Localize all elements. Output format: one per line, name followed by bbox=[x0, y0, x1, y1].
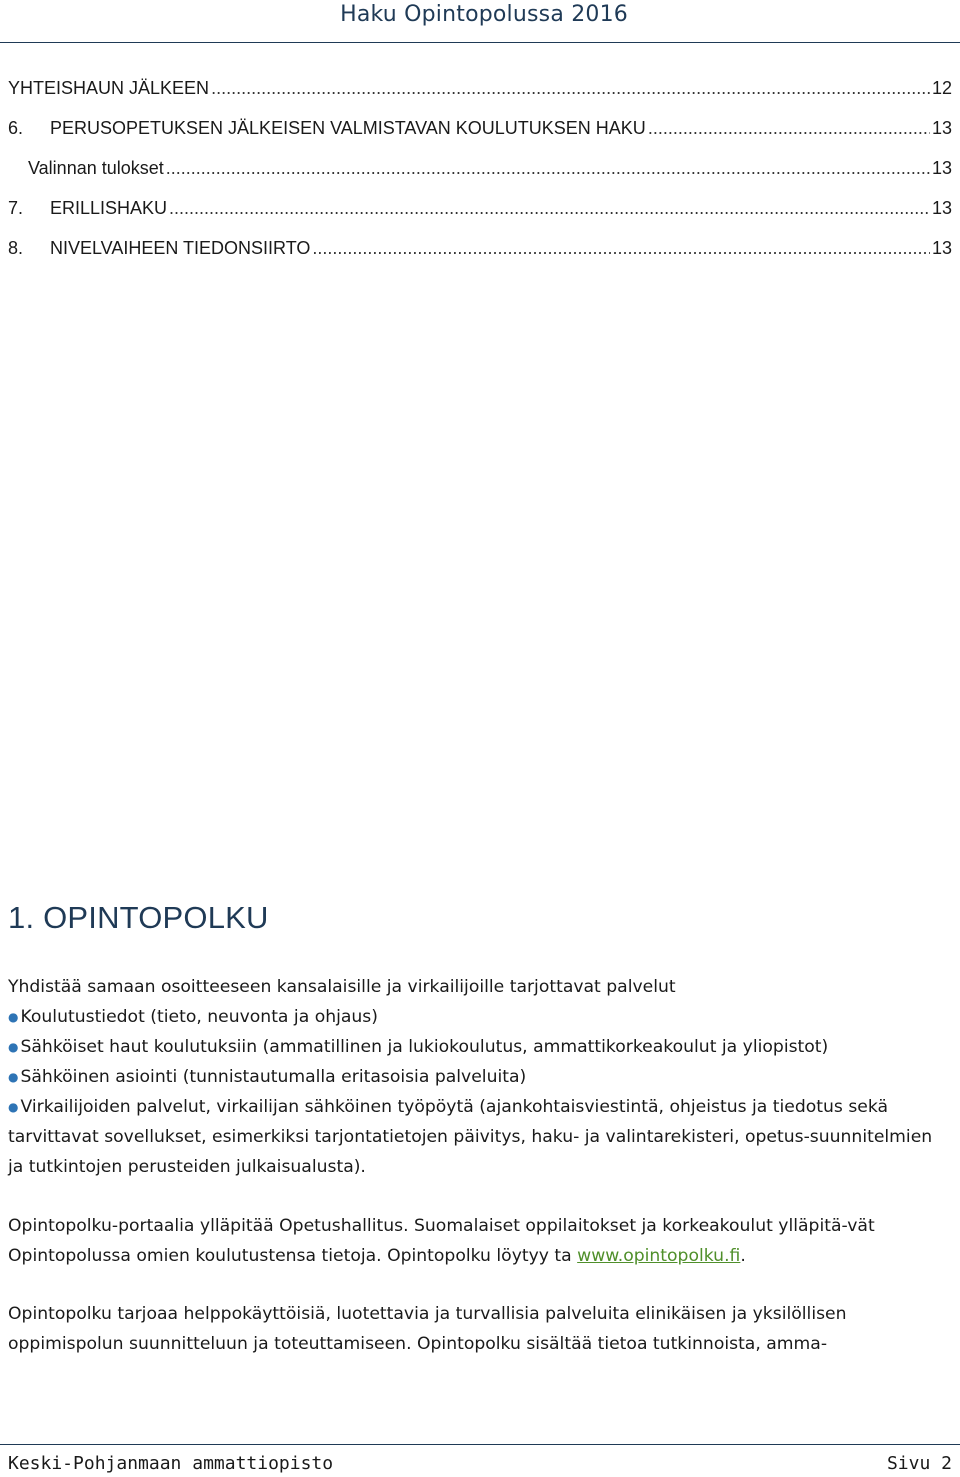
toc-leader-dots bbox=[211, 74, 930, 102]
portal-paragraph bbox=[8, 1211, 952, 1271]
bullet-item bbox=[8, 1002, 952, 1032]
toc-page-number: 12 bbox=[931, 78, 952, 98]
toc-leader-dots bbox=[169, 194, 930, 222]
bullet-text: Sähköinen asiointi (tunnistautumalla eritasoisia palveluita) bbox=[20, 1067, 527, 1087]
toc-page-number: 13 bbox=[931, 198, 952, 218]
toc-leader-dots bbox=[648, 114, 930, 142]
toc-leader-dots bbox=[166, 154, 930, 182]
toc-page-number: 13 bbox=[931, 118, 952, 138]
footer-organization: Keski-Pohjanmaan ammattiopisto bbox=[8, 1453, 334, 1474]
header-title: Haku Opintopolussa 2016 bbox=[340, 2, 628, 27]
toc-number: 8. bbox=[8, 238, 24, 258]
toc-label: PERUSOPETUKSEN JÄLKEISEN VALMISTAVAN KOULUTUKSEN HAKU bbox=[50, 118, 646, 138]
toc-entry[interactable] bbox=[8, 234, 952, 274]
toc-page-number: 13 bbox=[931, 158, 952, 178]
toc-entry[interactable] bbox=[8, 114, 952, 154]
bullet-text: Koulutustiedot (tieto, neuvonta ja ohjaus) bbox=[20, 1007, 378, 1027]
paragraph-spacer bbox=[8, 1182, 952, 1211]
toc-label: YHTEISHAUN JÄLKEEN bbox=[8, 78, 210, 98]
toc-entry[interactable] bbox=[8, 74, 952, 114]
section-heading: 1. OPINTOPOLKU bbox=[8, 900, 269, 935]
portal-text-end: . bbox=[740, 1246, 746, 1266]
opintopolku-link[interactable]: www.opintopolku.fi bbox=[577, 1246, 741, 1266]
paragraph-spacer bbox=[8, 1271, 952, 1299]
toc-label: ERILLISHAKU bbox=[50, 198, 168, 218]
toc-number: 7. bbox=[8, 198, 24, 218]
bullet-text: Sähköiset haut koulutuksiin (ammatillinen ja lukiokoulutus, ammattikorkeakoulut ja yliopistot) bbox=[20, 1037, 829, 1057]
toc-entry[interactable] bbox=[8, 194, 952, 234]
bullet-dot-icon: ● bbox=[8, 1040, 19, 1054]
toc-label: NIVELVAIHEEN TIEDONSIIRTO bbox=[50, 238, 311, 258]
section-body bbox=[8, 972, 952, 1359]
table-of-contents bbox=[8, 74, 952, 274]
page-footer bbox=[0, 1444, 960, 1477]
bullet-dot-icon: ● bbox=[8, 1070, 19, 1084]
bullet-dot-icon: ● bbox=[8, 1010, 19, 1024]
intro-paragraph: Yhdistää samaan osoitteeseen kansalaisille ja virkailijoille tarjottavat palvelut bbox=[8, 977, 676, 997]
bullet-item bbox=[8, 1062, 952, 1092]
portal-text: Opintopolku-portaalia ylläpitää Opetushallitus. Suomalaiset oppilaitokset ja korkeakoulut ylläpitä-vät Opintopolussa omien koulutustensa tietoja. Opintopolku löytyy ta bbox=[8, 1216, 875, 1266]
toc-page-number: 13 bbox=[931, 238, 952, 258]
toc-number: 6. bbox=[8, 118, 24, 138]
bullet-text: Virkailijoiden palvelut, virkailijan sähköinen työpöytä (ajankohtaisviestintä, ohjeistus ja tiedotus sekä tarvittavat sovellukset, esimerkiksi tarjontatietojen päivitys, haku- ja valintarekisteri, opetus-suunnitelmien ja tutkintojen perusteiden julkaisualusta). bbox=[8, 1097, 933, 1177]
toc-entry[interactable] bbox=[8, 154, 952, 194]
toc-leader-dots bbox=[312, 234, 930, 262]
bullet-item bbox=[8, 1032, 952, 1062]
footer-page-number: Sivu 2 bbox=[886, 1453, 952, 1474]
page-header bbox=[0, 0, 960, 43]
toc-label: Valinnan tulokset bbox=[28, 158, 164, 178]
bullet-dot-icon: ● bbox=[8, 1100, 19, 1114]
bullet-item bbox=[8, 1092, 952, 1182]
services-paragraph: Opintopolku tarjoaa helppokäyttöisiä, luotettavia ja turvallisia palveluita elinikäisen ja yksilöllisen oppimispolun suunnitteluun ja toteuttamiseen. Opintopolku sisältää tietoa tutkinnoista, amma- bbox=[8, 1304, 847, 1354]
